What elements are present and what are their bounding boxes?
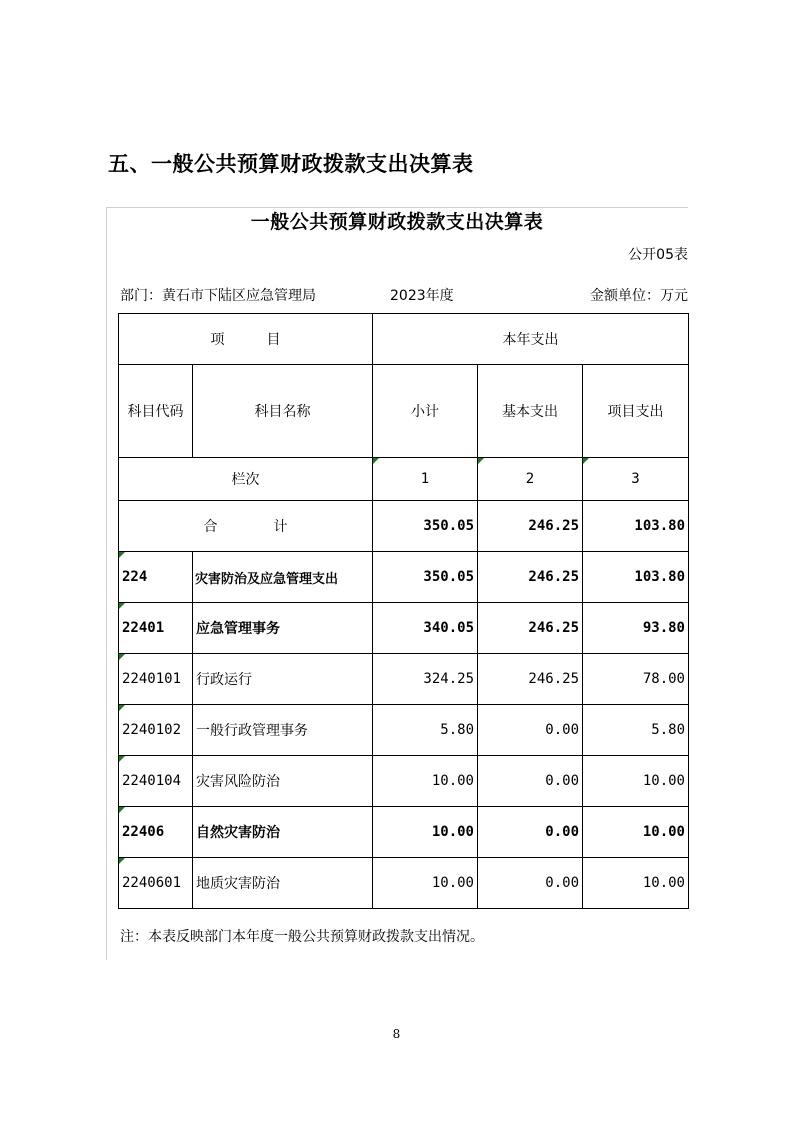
- row-code: 224: [119, 552, 193, 603]
- table-row: [119, 552, 689, 603]
- table-row: [119, 858, 689, 909]
- row-project: 10.00: [583, 807, 689, 858]
- row-code: 22401: [119, 603, 193, 654]
- row-subtotal: 10.00: [373, 858, 478, 909]
- row-code: 2240102: [119, 705, 193, 756]
- row-name: 灾害风险防治: [193, 756, 373, 807]
- row-subtotal: 5.80: [373, 705, 478, 756]
- row-project: 5.80: [583, 705, 689, 756]
- frame-left-border: [106, 207, 107, 960]
- table-row: [119, 603, 689, 654]
- row-basic: 0.00: [478, 705, 583, 756]
- table-row: [119, 654, 689, 705]
- unit-label: 金额单位：万元: [590, 288, 688, 304]
- total-row: [119, 501, 689, 552]
- year-label: 2023年度: [390, 288, 454, 304]
- total-project: 103.80: [583, 501, 689, 552]
- row-name: 地质灾害防治: [193, 858, 373, 909]
- row-subtotal: 324.25: [373, 654, 478, 705]
- header-basic: 基本支出: [478, 365, 583, 458]
- row-code: 2240101: [119, 654, 193, 705]
- column-index-3: 3: [583, 458, 689, 501]
- column-index-row: [119, 458, 689, 501]
- header-row-2: [119, 365, 689, 458]
- department-label: 部门：黄石市下陆区应急管理局: [120, 288, 316, 304]
- header-subtotal: 小计: [373, 365, 478, 458]
- row-basic: 246.25: [478, 654, 583, 705]
- table-row: [119, 705, 689, 756]
- column-index-2: 2: [478, 458, 583, 501]
- row-name: 自然灾害防治: [193, 807, 373, 858]
- column-index-label: 栏次: [119, 458, 373, 501]
- column-index-1: 1: [373, 458, 478, 501]
- row-name: 应急管理事务: [193, 603, 373, 654]
- header-name: 科目名称: [193, 365, 373, 458]
- table-row: [119, 807, 689, 858]
- row-code: 22406: [119, 807, 193, 858]
- row-code: 2240601: [119, 858, 193, 909]
- section-heading: 五、一般公共预算财政拨款支出决算表: [108, 152, 474, 176]
- total-label: 合 计: [119, 501, 373, 552]
- table-code: 公开05表: [628, 247, 688, 263]
- row-name: 行政运行: [193, 654, 373, 705]
- row-project: 78.00: [583, 654, 689, 705]
- table-title: 一般公共预算财政拨款支出决算表: [250, 211, 544, 233]
- header-current-year: 本年支出: [373, 314, 689, 365]
- row-subtotal: 350.05: [373, 552, 478, 603]
- row-subtotal: 340.05: [373, 603, 478, 654]
- total-basic: 246.25: [478, 501, 583, 552]
- footnote: 注：本表反映部门本年度一般公共预算财政拨款支出情况。: [120, 929, 484, 945]
- table-row: [119, 756, 689, 807]
- row-basic: 246.25: [478, 552, 583, 603]
- row-project: 10.00: [583, 756, 689, 807]
- row-name: 灾害防治及应急管理支出: [193, 552, 373, 603]
- row-name: 一般行政管理事务: [193, 705, 373, 756]
- header-code: 科目代码: [119, 365, 193, 458]
- row-project: 10.00: [583, 858, 689, 909]
- row-project: 103.80: [583, 552, 689, 603]
- header-item: 项 目: [119, 314, 373, 365]
- row-code: 2240104: [119, 756, 193, 807]
- header-project: 项目支出: [583, 365, 689, 458]
- row-basic: 0.00: [478, 858, 583, 909]
- expenditure-table: [118, 313, 689, 909]
- row-subtotal: 10.00: [373, 756, 478, 807]
- row-basic: 246.25: [478, 603, 583, 654]
- page-number: 8: [392, 1027, 401, 1041]
- row-project: 93.80: [583, 603, 689, 654]
- total-subtotal: 350.05: [373, 501, 478, 552]
- row-subtotal: 10.00: [373, 807, 478, 858]
- row-basic: 0.00: [478, 756, 583, 807]
- header-row-1: [119, 314, 689, 365]
- row-basic: 0.00: [478, 807, 583, 858]
